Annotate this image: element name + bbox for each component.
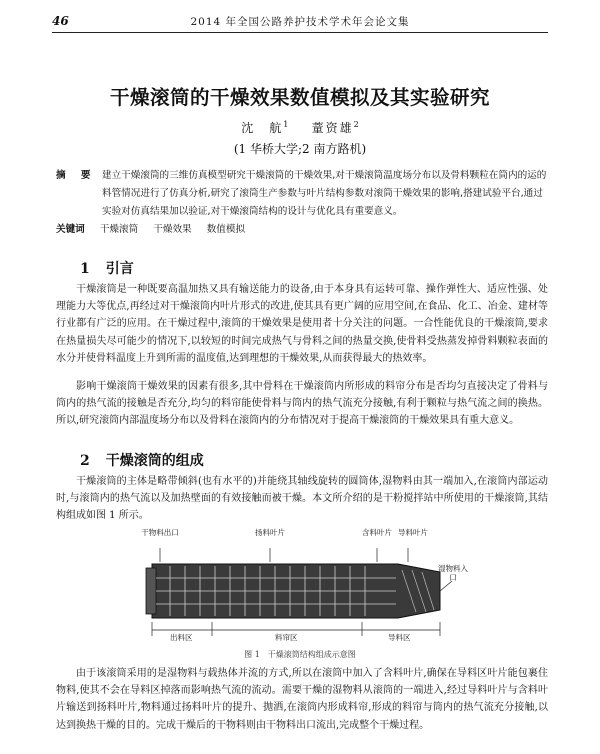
figure-caption: 图 1 干燥滚筒结构组成示意图 (244, 650, 356, 659)
author-affil-mark: 2 (353, 120, 359, 129)
section-heading (80, 258, 134, 278)
label-hold-blade: 含料叶片 (362, 528, 392, 537)
section-number: 2 (80, 453, 90, 469)
abstract (56, 167, 548, 221)
zone-guide: 导料区 (388, 633, 411, 642)
figure-dryer-structure (140, 526, 470, 646)
drum-outlet-end (146, 568, 156, 614)
author-line (0, 119, 600, 136)
dryer-diagram (140, 526, 470, 646)
paragraph: 由于该滚筒采用的是湿物料与载热体并流的方式,所以在滚筒中加入了含料叶片,确保在导料区叶片能包裹住物料,使其不会在导料区掉落而影响热气流的流动。需要干燥的湿物料从滚筒的一端进入,经过导料叶片与含料叶片输送到扬料叶片,物料通过扬料叶片的提升、抛洒,在滚筒内形成料帘,形成的料帘与筒内的热气流充分接触,以达到换热干燥的目的。完成干燥后的干物料则由干物料出口流出,完成整个干燥过程。 (56, 668, 548, 731)
paragraph: 干燥滚筒是一种既要高温加热又具有输送能力的设备,由于本身具有运转可靠、操作弹性大、适应性强、处理能力大等优点,再经过对干燥滚筒内叶片形式的改进,使其具有更广阔的应用空间,在食品、化工、冶金、建材等行业都有广泛的应用。在干燥过程中,滚筒的干燥效果是使用者十分关注的问题。一合性能优良的干燥滚筒,要求在热量损失尽可能少的情况下,以较短的时间完成热气与骨料之间的热量交换,使骨料受热蒸发掉骨料颗粒表面的水分并使骨料温度上升到所需的温度值,达到理想的干燥效果,从而获得最大的热效率。 (56, 284, 548, 364)
affiliation: (1 华桥大学;2 南方路机) (233, 142, 367, 156)
paragraph: 影响干燥滚筒干燥效果的因素有很多,其中骨料在干燥滚筒内所形成的料帘分布是否均匀直接决定了骨料与筒内的热气流的接触是否充分,均匀的料帘能使骨料与筒内的热气流充分接触,有利于颗粒与热气流之间的换热。所以,研究滚筒内部温度场分布以及骨料在滚筒内的分布情况对于提高干燥滚筒的干燥效果具有重大意义。 (56, 381, 548, 427)
author-name: 蕫资雄 (311, 121, 354, 135)
label-wet-inlet: 湿物料入口 (438, 564, 468, 582)
author-affil-mark: 1 (283, 120, 289, 129)
abstract-text: 建立干燥滚筒的三维仿真模型研究干燥滚筒的干燥效果,对干燥滚筒温度场分布以及骨料颗粒在筒内的运的料管情况进行了仿真分析,研究了滚筒生产参数与叶片结构参数对滚筒干燥效果的影响,搭建试验平台,通过实验对仿真结果加以验证,对干燥滚筒结构的设计与优化具有重要意义。 (102, 170, 547, 217)
keywords (56, 221, 548, 235)
journal-title: 2014 年全国公路养护技术学术年会论文集 (190, 16, 410, 28)
paragraph: 干燥滚筒的主体是略带倾斜(也有水平的)并能绕其轴线旋转的圆筒体,湿物料由其一端加入,在滚筒内部运动时,与滚筒内的热气流以及加热壁面的有效接触而被干燥。本文所介绍的是干粉搅拌站中所使用的干燥滚筒,其结构组成如图 1 所示。 (56, 476, 548, 522)
keywords-label: 关键词 (56, 224, 85, 235)
page-header (52, 10, 548, 33)
page-number: 46 (52, 14, 69, 28)
keyword: 干燥效果 (153, 224, 192, 235)
keyword: 干燥滚筒 (99, 224, 139, 235)
paper-title: 干燥滚筒的干燥效果数值模拟及其实验研究 (109, 86, 490, 109)
label-guide-blade: 导料叶片 (398, 528, 428, 537)
label-lift-blade: 扬料叶片 (255, 528, 285, 537)
section-heading (80, 450, 204, 470)
section-title: 干燥滚筒的组成 (105, 453, 204, 469)
author-name: 沈 航 (241, 121, 284, 135)
section-title: 引言 (105, 261, 134, 277)
zone-curtain: 料帘区 (275, 633, 298, 642)
leader-line (440, 581, 452, 591)
section-number: 1 (80, 261, 90, 277)
keyword: 数值模拟 (206, 224, 246, 235)
zone-discharge: 出料区 (170, 633, 193, 642)
abstract-label: 摘 要 (56, 170, 97, 181)
label-dry-outlet: 干物料出口 (141, 528, 179, 537)
